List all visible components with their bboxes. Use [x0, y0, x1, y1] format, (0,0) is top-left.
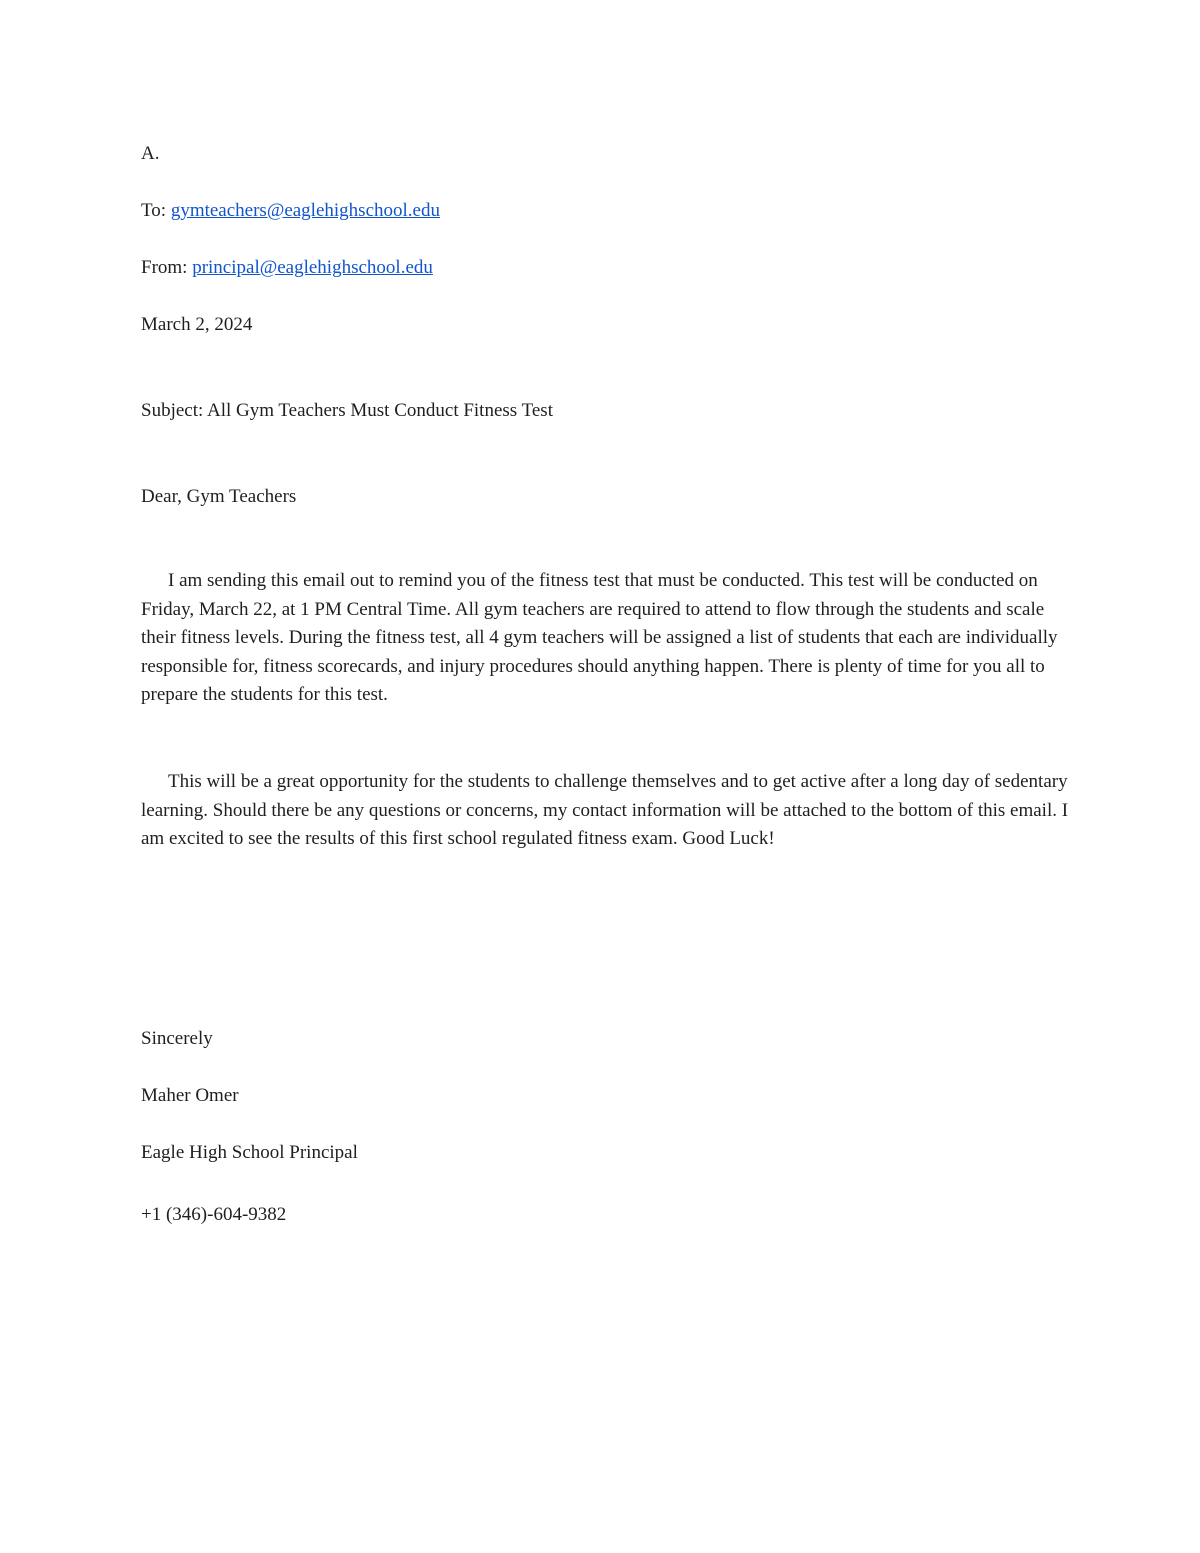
signature-title: Eagle High School Principal	[141, 1142, 358, 1163]
section-label: A.	[141, 143, 160, 164]
from-email-link[interactable]: principal@eaglehighschool.edu	[192, 257, 433, 278]
from-label: From:	[141, 257, 188, 278]
to-line	[141, 200, 440, 222]
from-line	[141, 257, 433, 279]
to-label: To:	[141, 200, 167, 221]
email-date: March 2, 2024	[141, 314, 253, 335]
signature-closing: Sincerely	[141, 1028, 213, 1049]
signature-phone: +1 (346)-604-9382	[141, 1204, 287, 1225]
email-subject: Subject: All Gym Teachers Must Conduct Fitness Test	[141, 400, 553, 421]
email-greeting: Dear, Gym Teachers	[141, 486, 297, 507]
to-email-link[interactable]: gymteachers@eaglehighschool.edu	[170, 200, 440, 221]
body-paragraph-1: I am sending this email out to remind you of the fitness test that must be conducted. This test will be conducted on Friday, March 22, at 1 PM Central Time. All gym teachers are required to attend to flow through the students and scale their fitness levels. During the fitness test, all 4 gym teachers will be assigned a list of students that each are individually responsible for, fitness scorecards, and injury procedures should anything happen. There is plenty of time for you all to prepare the students for this test.	[141, 570, 1058, 706]
signature-name: Maher Omer	[141, 1085, 239, 1106]
body-paragraph-2: This will be a great opportunity for the students to challenge themselves and to get active after a long day of sedentary learning. Should there be any questions or concerns, my contact information will be attached to the bottom of this email. I am excited to see the results of this first school regulated fitness exam. Good Luck!	[141, 771, 1069, 850]
